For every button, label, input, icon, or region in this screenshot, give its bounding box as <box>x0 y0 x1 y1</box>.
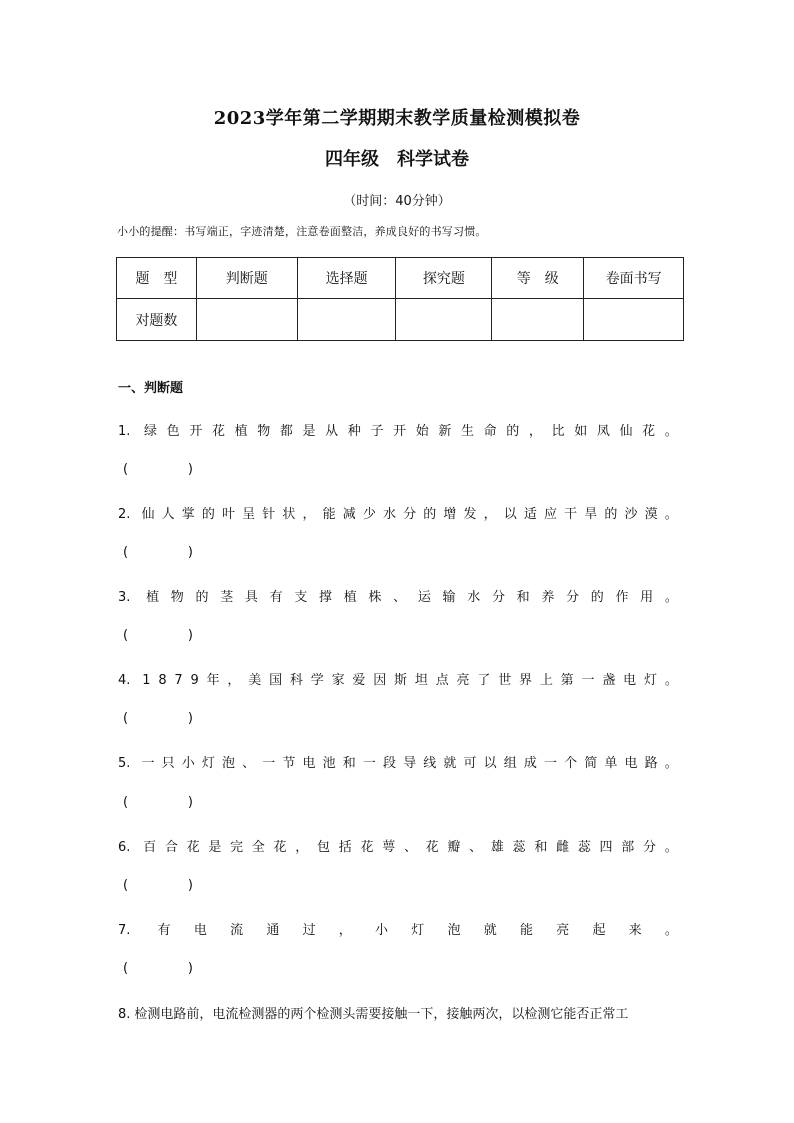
question-char: 呈 <box>242 507 256 522</box>
question-char: 花 <box>211 424 225 439</box>
question-char: 水 <box>383 507 397 522</box>
question-char: 括 <box>338 840 352 855</box>
score-table-answer-row <box>117 299 684 341</box>
question-char: 用 <box>640 590 654 605</box>
question-char: 植 <box>146 590 160 605</box>
close-paren: ) <box>187 462 193 477</box>
question-line <box>118 1003 678 1022</box>
question-char: 作 <box>615 590 629 605</box>
question-char: 命 <box>483 424 497 439</box>
question-char: 简 <box>584 756 598 771</box>
question-char: 撑 <box>319 590 333 605</box>
question-char: ， <box>302 507 316 522</box>
question-char: 界 <box>519 673 533 688</box>
close-paren: ) <box>187 711 193 726</box>
open-paren: ( <box>123 961 129 976</box>
question-char: 爱 <box>352 673 366 688</box>
question-char: 。 <box>664 840 678 855</box>
question-char: 具 <box>244 590 258 605</box>
question-char: 的 <box>195 590 209 605</box>
question-char: 泡 <box>222 756 236 771</box>
question-char: 、 <box>393 590 407 605</box>
question-char: 瓣 <box>447 840 461 855</box>
question-char: 泡 <box>447 923 461 938</box>
question-line <box>118 503 678 522</box>
question-char: 电 <box>302 756 316 771</box>
question-char: 仙 <box>141 507 155 522</box>
question-char: 段 <box>383 756 397 771</box>
question-char: 、 <box>403 840 417 855</box>
question-char: 小 <box>375 923 389 938</box>
question-char: 包 <box>317 840 331 855</box>
table-cell: 卷面书写 <box>584 258 684 299</box>
question-char: 茎 <box>220 590 234 605</box>
score-input-cell[interactable] <box>584 299 684 341</box>
question-char: 通 <box>266 923 280 938</box>
question-char: 物 <box>257 424 271 439</box>
question-char: 百 <box>143 840 157 855</box>
answer-blank[interactable] <box>123 795 193 810</box>
question-char: 电 <box>624 756 638 771</box>
open-paren: ( <box>123 795 129 810</box>
question-char: 全 <box>251 840 265 855</box>
question-char: 只 <box>161 756 175 771</box>
question-char: 花 <box>425 840 439 855</box>
open-paren: ( <box>123 545 129 560</box>
question-char: 亮 <box>456 673 470 688</box>
question-char: 以 <box>503 507 517 522</box>
question-char: 分 <box>491 590 505 605</box>
question-number: 3. <box>118 590 131 605</box>
question-line <box>118 420 678 439</box>
question-char: 以 <box>483 756 497 771</box>
reminder-text: 小小的提醒：书写端正，字迹清楚，注意卷面整洁，养成良好的书写习惯。 <box>117 225 487 238</box>
question-char: 7 <box>174 673 183 688</box>
question-char: 有 <box>269 590 283 605</box>
question-char: 一 <box>362 756 376 771</box>
question-char: 能 <box>519 923 533 938</box>
question-char: 来 <box>628 923 642 938</box>
question-char: 坦 <box>414 673 428 688</box>
question-char: 点 <box>435 673 449 688</box>
question-char: 四 <box>599 840 613 855</box>
question-char: 和 <box>342 756 356 771</box>
question-char: 的 <box>590 590 604 605</box>
question-char: 。 <box>664 923 678 938</box>
question-char: 色 <box>166 424 180 439</box>
question-char: 旱 <box>584 507 598 522</box>
question-char: 因 <box>373 673 387 688</box>
open-paren: ( <box>123 462 129 477</box>
question-char: 电 <box>623 673 637 688</box>
question-char: 可 <box>463 756 477 771</box>
question-char: ， <box>528 424 542 439</box>
question-text: 检测电路前，电流检测器的两个检测头需要接触一下，接触两次，以检测它能否正常工 <box>134 1007 629 1022</box>
question-char: 支 <box>294 590 308 605</box>
question-char: 年 <box>206 673 220 688</box>
table-cell: 题 型 <box>117 258 197 299</box>
question-char: 针 <box>262 507 276 522</box>
question-char: 减 <box>342 507 356 522</box>
question-char: 蕊 <box>512 840 526 855</box>
question-char: 新 <box>438 424 452 439</box>
question-char: 干 <box>564 507 578 522</box>
question-char: 雌 <box>556 840 570 855</box>
question-char: 能 <box>322 507 336 522</box>
question-char: 8 <box>158 673 167 688</box>
question-number: 1. <box>118 424 131 439</box>
question-char: 少 <box>362 507 376 522</box>
question-char: 流 <box>230 923 244 938</box>
close-paren: ) <box>187 545 193 560</box>
table-cell: 选择题 <box>297 258 396 299</box>
question-char: 植 <box>343 590 357 605</box>
score-table-header-row <box>117 258 684 299</box>
question-line <box>118 836 678 855</box>
question-char: 合 <box>164 840 178 855</box>
answer-blank[interactable] <box>123 961 193 976</box>
question-char: 池 <box>322 756 336 771</box>
table-cell: 等 级 <box>492 258 584 299</box>
question-char: 一 <box>544 756 558 771</box>
question-line <box>118 669 678 688</box>
question-char: 绿 <box>144 424 158 439</box>
question-char: 雄 <box>490 840 504 855</box>
question-char: 蕊 <box>577 840 591 855</box>
question-char: 漠 <box>644 507 658 522</box>
question-number: 6. <box>118 840 131 855</box>
score-input-cell[interactable] <box>396 299 492 341</box>
question-char: 一 <box>581 673 595 688</box>
answer-blank[interactable] <box>123 545 193 560</box>
question-char: 掌 <box>181 507 195 522</box>
exam-title: 2023学年第二学期期末教学质量检测模拟卷 <box>213 108 581 129</box>
question-char: 节 <box>282 756 296 771</box>
question-char: 9 <box>190 673 199 688</box>
question-char: 分 <box>643 840 657 855</box>
question-char: 子 <box>370 424 384 439</box>
question-char: 水 <box>467 590 481 605</box>
question-char: 科 <box>289 673 303 688</box>
question-line <box>118 586 678 605</box>
section-title: 一、判断题 <box>118 381 184 396</box>
question-char: 种 <box>347 424 361 439</box>
question-char: 分 <box>566 590 580 605</box>
question-char: 路 <box>644 756 658 771</box>
question-char: 一 <box>262 756 276 771</box>
question-char: 仙 <box>619 424 633 439</box>
question-char: 第 <box>560 673 574 688</box>
question-char: 花 <box>642 424 656 439</box>
question-char: 美 <box>248 673 262 688</box>
exam-subtitle: 四年级 科学试卷 <box>325 149 469 170</box>
question-char: 增 <box>443 507 457 522</box>
question-char: 成 <box>523 756 537 771</box>
question-char: 都 <box>279 424 293 439</box>
question-char: ， <box>295 840 309 855</box>
question-char: 。 <box>664 507 678 522</box>
question-char: 家 <box>331 673 345 688</box>
question-number: 2. <box>118 507 131 522</box>
answer-blank[interactable] <box>123 628 193 643</box>
question-char: 养 <box>541 590 555 605</box>
question-char: 植 <box>234 424 248 439</box>
question-char: 过 <box>302 923 316 938</box>
question-char: 凤 <box>596 424 610 439</box>
answer-blank[interactable] <box>123 878 193 893</box>
exam-time: （时间：40分钟） <box>343 194 451 209</box>
question-char: 发 <box>463 507 477 522</box>
open-paren: ( <box>123 628 129 643</box>
question-char: 部 <box>621 840 635 855</box>
close-paren: ) <box>187 878 193 893</box>
question-char: 沙 <box>624 507 638 522</box>
open-paren: ( <box>123 878 129 893</box>
question-char: 起 <box>592 923 606 938</box>
question-char: 线 <box>423 756 437 771</box>
question-char: 。 <box>664 756 678 771</box>
question-char: 物 <box>170 590 184 605</box>
question-char: 。 <box>664 673 678 688</box>
question-char: 斯 <box>394 673 408 688</box>
close-paren: ) <box>187 961 193 976</box>
score-table <box>116 257 684 341</box>
question-char: 花 <box>273 840 287 855</box>
question-char: 、 <box>242 756 256 771</box>
question-char: 就 <box>443 756 457 771</box>
question-char: 灯 <box>201 756 215 771</box>
question-char: 一 <box>141 756 155 771</box>
question-char: 世 <box>498 673 512 688</box>
question-char: 分 <box>403 507 417 522</box>
score-input-cell[interactable] <box>196 299 297 341</box>
question-char: 上 <box>539 673 553 688</box>
table-cell: 探究题 <box>396 258 492 299</box>
question-char: 花 <box>186 840 200 855</box>
question-char: ， <box>483 507 497 522</box>
question-char: 输 <box>442 590 456 605</box>
question-number: 4. <box>118 673 131 688</box>
question-char: 开 <box>393 424 407 439</box>
answer-blank[interactable] <box>123 462 193 477</box>
question-char: 亮 <box>556 923 570 938</box>
question-char: 国 <box>269 673 283 688</box>
question-char: 1 <box>142 673 151 688</box>
question-char: 电 <box>193 923 207 938</box>
question-number: 5. <box>118 756 131 771</box>
table-cell: 判断题 <box>196 258 297 299</box>
question-char: 单 <box>604 756 618 771</box>
score-input-cell[interactable] <box>492 299 584 341</box>
close-paren: ) <box>187 795 193 810</box>
question-char: 应 <box>544 507 558 522</box>
question-char: ， <box>338 923 352 938</box>
question-char: 了 <box>477 673 491 688</box>
question-char: 适 <box>523 507 537 522</box>
question-char: 就 <box>483 923 497 938</box>
question-char: 萼 <box>382 840 396 855</box>
question-line <box>118 919 678 938</box>
question-char: 小 <box>181 756 195 771</box>
question-char: 的 <box>201 507 215 522</box>
question-char: 从 <box>325 424 339 439</box>
score-input-cell[interactable] <box>297 299 396 341</box>
question-char: 的 <box>423 507 437 522</box>
question-char: 和 <box>534 840 548 855</box>
question-char: 是 <box>208 840 222 855</box>
question-char: 灯 <box>411 923 425 938</box>
question-char: 个 <box>564 756 578 771</box>
question-char: ， <box>227 673 241 688</box>
question-char: 开 <box>189 424 203 439</box>
open-paren: ( <box>123 711 129 726</box>
question-char: 的 <box>506 424 520 439</box>
question-char: 生 <box>461 424 475 439</box>
question-char: 株 <box>368 590 382 605</box>
question-char: 人 <box>161 507 175 522</box>
question-char: 学 <box>310 673 324 688</box>
question-number: 7. <box>118 923 131 938</box>
table-cell: 对题数 <box>117 299 197 341</box>
question-char: 运 <box>417 590 431 605</box>
close-paren: ) <box>187 628 193 643</box>
answer-blank[interactable] <box>123 711 193 726</box>
question-char: 始 <box>415 424 429 439</box>
question-char: 组 <box>503 756 517 771</box>
question-char: 和 <box>516 590 530 605</box>
question-line <box>118 752 678 771</box>
question-char: 。 <box>664 424 678 439</box>
question-char: 。 <box>664 590 678 605</box>
question-char: 花 <box>360 840 374 855</box>
question-number: 8. <box>118 1007 131 1022</box>
question-char: 的 <box>604 507 618 522</box>
question-char: 比 <box>551 424 565 439</box>
question-char: 如 <box>574 424 588 439</box>
question-char: 状 <box>282 507 296 522</box>
question-char: 盏 <box>602 673 616 688</box>
question-char: 有 <box>157 923 171 938</box>
question-char: 导 <box>403 756 417 771</box>
question-char: 是 <box>302 424 316 439</box>
question-char: 、 <box>469 840 483 855</box>
question-char: 灯 <box>643 673 657 688</box>
question-char: 叶 <box>222 507 236 522</box>
question-char: 完 <box>230 840 244 855</box>
